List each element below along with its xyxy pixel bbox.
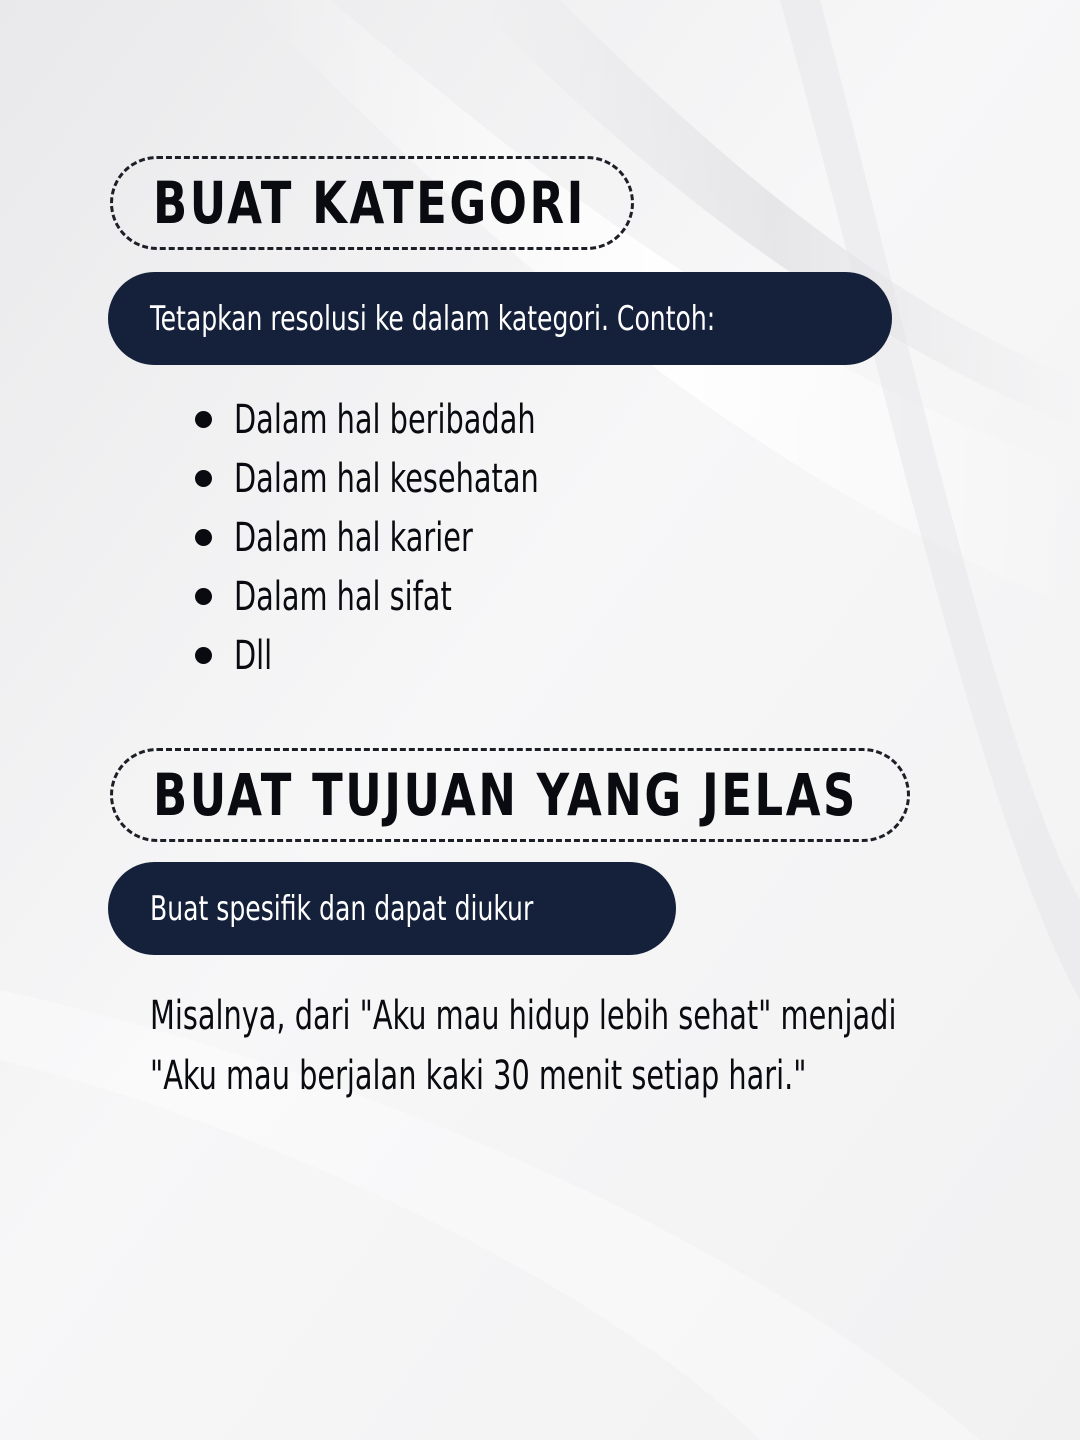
example-paragraph [150,986,1050,1106]
paragraph-line: Misalnya, dari "Aku mau hidup lebih sehat" menjadi [150,993,897,1039]
bullet-icon [195,529,212,546]
list-item-text: Dalam hal sifat [234,573,452,620]
section-subheading: Tetapkan resolusi ke dalam kategori. Contoh: [150,298,716,339]
list-item [190,567,615,626]
list-item [190,390,615,449]
section-heading: BUAT KATEGORI [153,169,586,237]
list-item-text: Dalam hal beribadah [234,396,536,443]
list-item [190,508,615,567]
list-item-text: Dll [234,632,273,679]
list-item [190,626,615,685]
bullet-icon [195,647,212,664]
section-subheading: Buat spesifik dan dapat diukur [150,888,534,929]
list-item [190,449,615,508]
bullet-icon [195,588,212,605]
list-item-text: Dalam hal kesehatan [234,455,539,502]
section-subheading-pill [108,272,892,365]
bullet-icon [195,470,212,487]
section-heading-box [110,748,910,842]
section-subheading-pill [108,862,676,955]
section-heading-box [110,156,634,250]
category-list [190,390,615,685]
bullet-icon [195,411,212,428]
list-item-text: Dalam hal karier [234,514,473,561]
paragraph-line: "Aku mau berjalan kaki 30 menit setiap hari." [150,1053,807,1099]
section-heading: BUAT TUJUAN YANG JELAS [153,761,858,829]
